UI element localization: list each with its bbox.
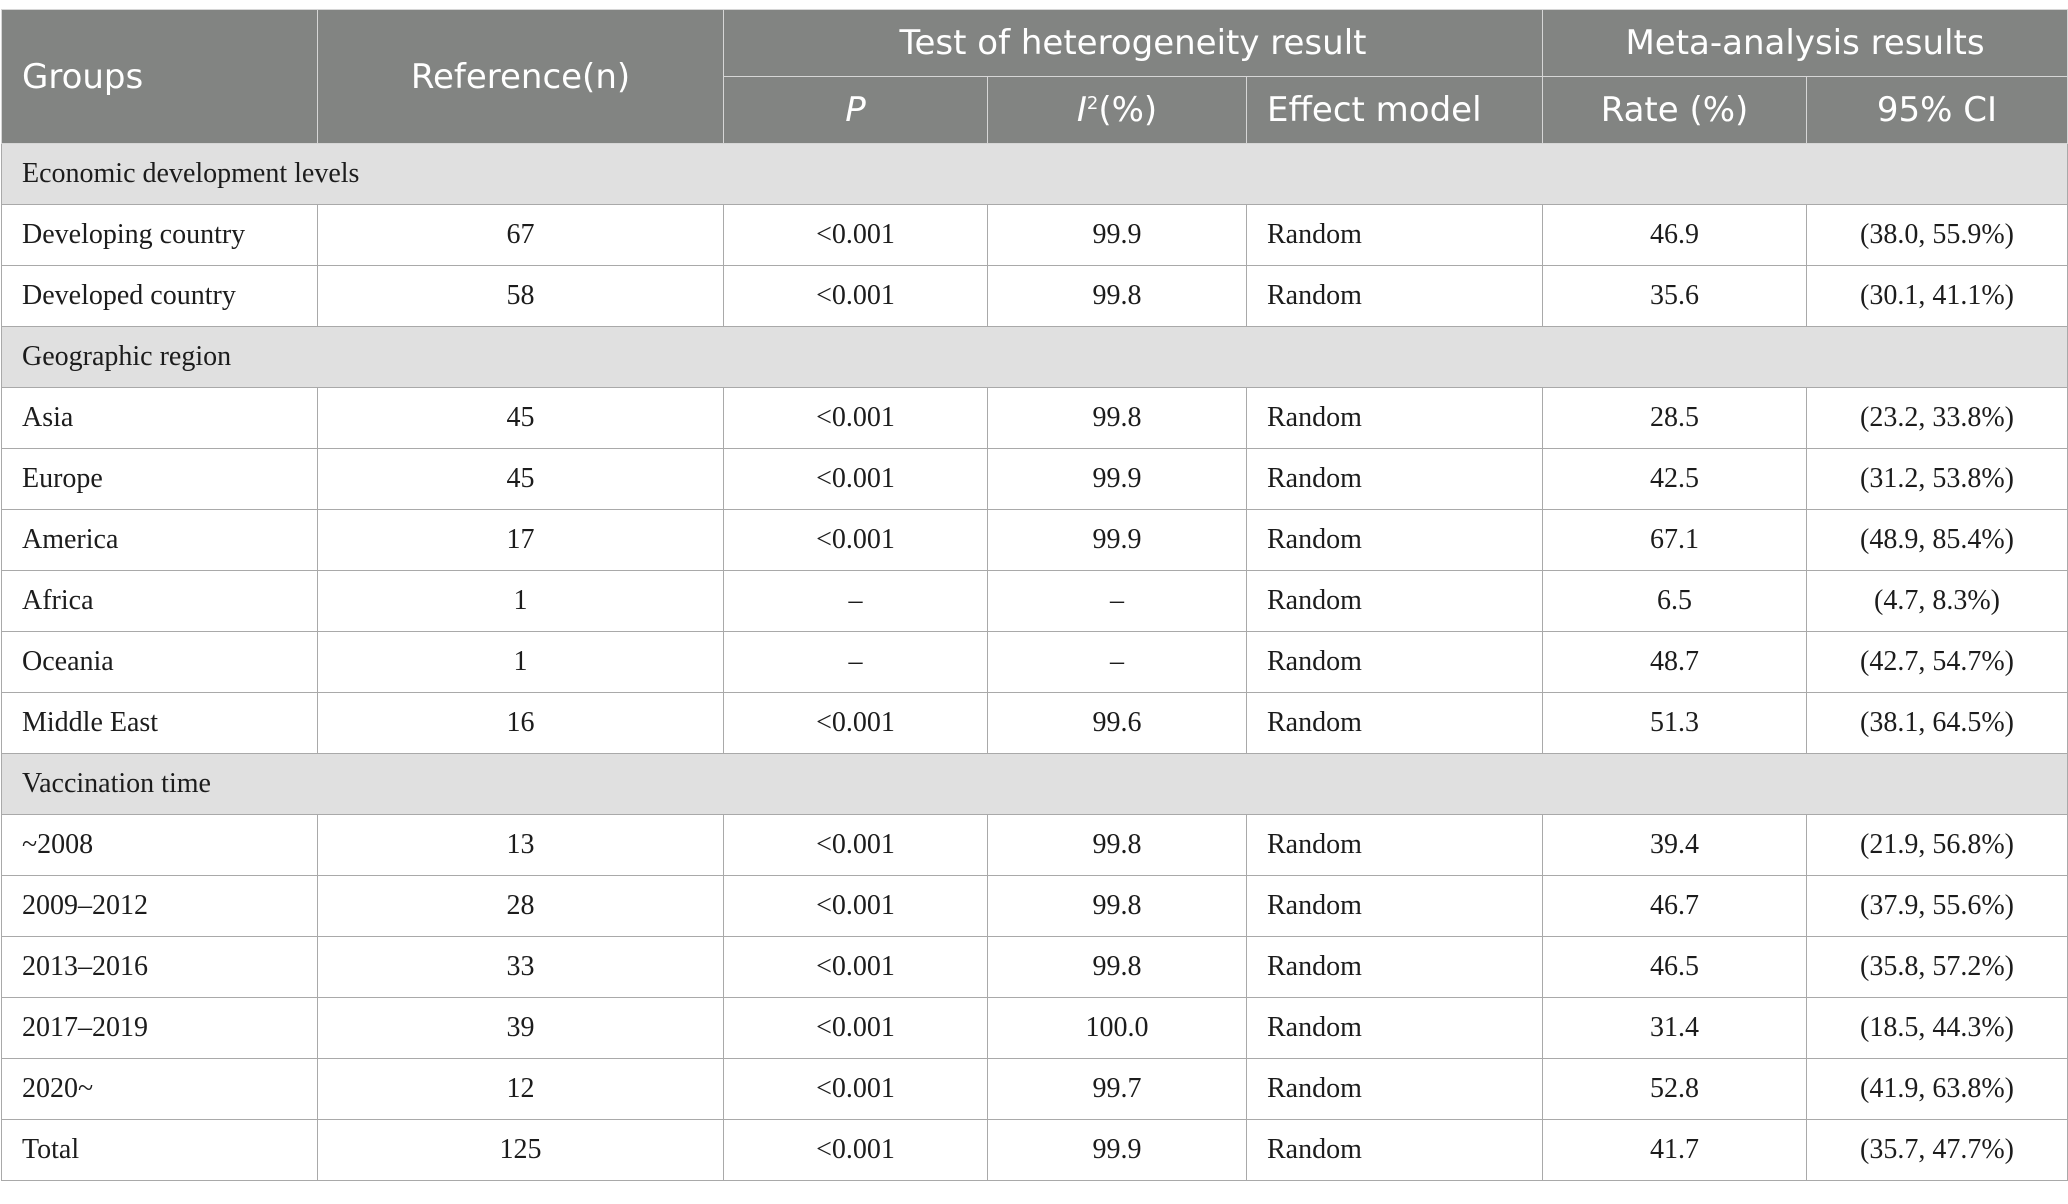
cell-group: Middle East (2, 693, 318, 754)
cell-rate: 39.4 (1543, 815, 1807, 876)
cell-group: 2013–2016 (2, 937, 318, 998)
cell-p: <0.001 (724, 388, 988, 449)
cell-ci: (38.1, 64.5%) (1807, 693, 2068, 754)
cell-ci: (38.0, 55.9%) (1807, 205, 2068, 266)
cell-i2: 99.9 (988, 205, 1247, 266)
header-groups: Groups (2, 10, 318, 144)
table-row (2, 449, 2068, 510)
cell-ci: (42.7, 54.7%) (1807, 632, 2068, 693)
cell-reference: 58 (318, 266, 724, 327)
cell-effect-model: Random (1247, 510, 1543, 571)
cell-p: <0.001 (724, 937, 988, 998)
cell-i2: 99.9 (988, 510, 1247, 571)
cell-i2: 99.8 (988, 937, 1247, 998)
cell-rate: 52.8 (1543, 1059, 1807, 1120)
cell-rate: 48.7 (1543, 632, 1807, 693)
cell-i2: 99.7 (988, 1059, 1247, 1120)
cell-ci: (31.2, 53.8%) (1807, 449, 2068, 510)
cell-p: <0.001 (724, 693, 988, 754)
section-title: Economic development levels (2, 144, 2068, 205)
table-row (2, 998, 2068, 1059)
cell-i2: 100.0 (988, 998, 1247, 1059)
cell-group: Developing country (2, 205, 318, 266)
cell-effect-model: Random (1247, 876, 1543, 937)
cell-ci: (23.2, 33.8%) (1807, 388, 2068, 449)
cell-effect-model: Random (1247, 1120, 1543, 1181)
header-p: P (724, 77, 988, 144)
table-header (2, 10, 2068, 144)
cell-effect-model: Random (1247, 937, 1543, 998)
cell-ci: (18.5, 44.3%) (1807, 998, 2068, 1059)
cell-rate: 46.5 (1543, 937, 1807, 998)
cell-p: – (724, 571, 988, 632)
cell-p: <0.001 (724, 1120, 988, 1181)
cell-p: <0.001 (724, 998, 988, 1059)
cell-reference: 45 (318, 449, 724, 510)
cell-p: <0.001 (724, 449, 988, 510)
cell-reference: 12 (318, 1059, 724, 1120)
cell-rate: 6.5 (1543, 571, 1807, 632)
cell-rate: 35.6 (1543, 266, 1807, 327)
header-ci: 95% CI (1807, 77, 2068, 144)
section-row (2, 327, 2068, 388)
cell-group: Oceania (2, 632, 318, 693)
cell-reference: 28 (318, 876, 724, 937)
cell-p: <0.001 (724, 205, 988, 266)
cell-group: ~2008 (2, 815, 318, 876)
cell-i2: – (988, 571, 1247, 632)
header-i2-sup: 2 (1086, 93, 1099, 114)
cell-group: Europe (2, 449, 318, 510)
meta-analysis-table (1, 9, 2068, 1181)
header-i2-suffix: (%) (1098, 90, 1158, 130)
cell-rate: 46.9 (1543, 205, 1807, 266)
cell-effect-model: Random (1247, 693, 1543, 754)
cell-reference: 13 (318, 815, 724, 876)
header-rate: Rate (%) (1543, 77, 1807, 144)
cell-group: Total (2, 1120, 318, 1181)
section-row (2, 144, 2068, 205)
cell-effect-model: Random (1247, 998, 1543, 1059)
header-i2-letter: I (1076, 90, 1087, 130)
cell-group: 2020~ (2, 1059, 318, 1120)
cell-effect-model: Random (1247, 571, 1543, 632)
table-row (2, 693, 2068, 754)
cell-ci: (35.8, 57.2%) (1807, 937, 2068, 998)
table-row (2, 510, 2068, 571)
cell-effect-model: Random (1247, 449, 1543, 510)
cell-group: Developed country (2, 266, 318, 327)
cell-rate: 31.4 (1543, 998, 1807, 1059)
table-row (2, 632, 2068, 693)
cell-p: – (724, 632, 988, 693)
cell-ci: (30.1, 41.1%) (1807, 266, 2068, 327)
header-i2 (988, 77, 1247, 144)
cell-reference: 33 (318, 937, 724, 998)
cell-reference: 1 (318, 571, 724, 632)
header-effect-model: Effect model (1247, 77, 1543, 144)
cell-effect-model: Random (1247, 632, 1543, 693)
cell-group: Africa (2, 571, 318, 632)
cell-reference: 17 (318, 510, 724, 571)
cell-group: 2017–2019 (2, 998, 318, 1059)
cell-p: <0.001 (724, 266, 988, 327)
cell-reference: 67 (318, 205, 724, 266)
cell-rate: 42.5 (1543, 449, 1807, 510)
table-row (2, 815, 2068, 876)
table-row (2, 571, 2068, 632)
table-row (2, 266, 2068, 327)
cell-i2: 99.8 (988, 266, 1247, 327)
cell-i2: 99.8 (988, 876, 1247, 937)
cell-rate: 67.1 (1543, 510, 1807, 571)
cell-i2: – (988, 632, 1247, 693)
cell-reference: 16 (318, 693, 724, 754)
cell-rate: 51.3 (1543, 693, 1807, 754)
header-meta-analysis: Meta-analysis results (1543, 10, 2068, 77)
cell-i2: 99.8 (988, 388, 1247, 449)
section-title: Vaccination time (2, 754, 2068, 815)
cell-reference: 45 (318, 388, 724, 449)
cell-effect-model: Random (1247, 815, 1543, 876)
cell-ci: (41.9, 63.8%) (1807, 1059, 2068, 1120)
cell-effect-model: Random (1247, 266, 1543, 327)
cell-rate: 46.7 (1543, 876, 1807, 937)
cell-i2: 99.8 (988, 815, 1247, 876)
cell-ci: (48.9, 85.4%) (1807, 510, 2068, 571)
table-row (2, 937, 2068, 998)
cell-rate: 28.5 (1543, 388, 1807, 449)
cell-effect-model: Random (1247, 205, 1543, 266)
cell-effect-model: Random (1247, 1059, 1543, 1120)
cell-p: <0.001 (724, 815, 988, 876)
cell-group: Asia (2, 388, 318, 449)
header-heterogeneity: Test of heterogeneity result (724, 10, 1543, 77)
cell-reference: 125 (318, 1120, 724, 1181)
cell-p: <0.001 (724, 1059, 988, 1120)
table-body (2, 144, 2068, 1181)
cell-reference: 1 (318, 632, 724, 693)
cell-i2: 99.9 (988, 449, 1247, 510)
cell-i2: 99.6 (988, 693, 1247, 754)
cell-group: America (2, 510, 318, 571)
cell-reference: 39 (318, 998, 724, 1059)
cell-rate: 41.7 (1543, 1120, 1807, 1181)
section-title: Geographic region (2, 327, 2068, 388)
cell-group: 2009–2012 (2, 876, 318, 937)
cell-ci: (4.7, 8.3%) (1807, 571, 2068, 632)
cell-p: <0.001 (724, 876, 988, 937)
table-row (2, 1120, 2068, 1181)
table-row (2, 388, 2068, 449)
section-row (2, 754, 2068, 815)
table-row (2, 1059, 2068, 1120)
cell-i2: 99.9 (988, 1120, 1247, 1181)
table-row (2, 876, 2068, 937)
header-reference: Reference(n) (318, 10, 724, 144)
table-row (2, 205, 2068, 266)
cell-p: <0.001 (724, 510, 988, 571)
cell-effect-model: Random (1247, 388, 1543, 449)
cell-ci: (21.9, 56.8%) (1807, 815, 2068, 876)
cell-ci: (35.7, 47.7%) (1807, 1120, 2068, 1181)
cell-ci: (37.9, 55.6%) (1807, 876, 2068, 937)
